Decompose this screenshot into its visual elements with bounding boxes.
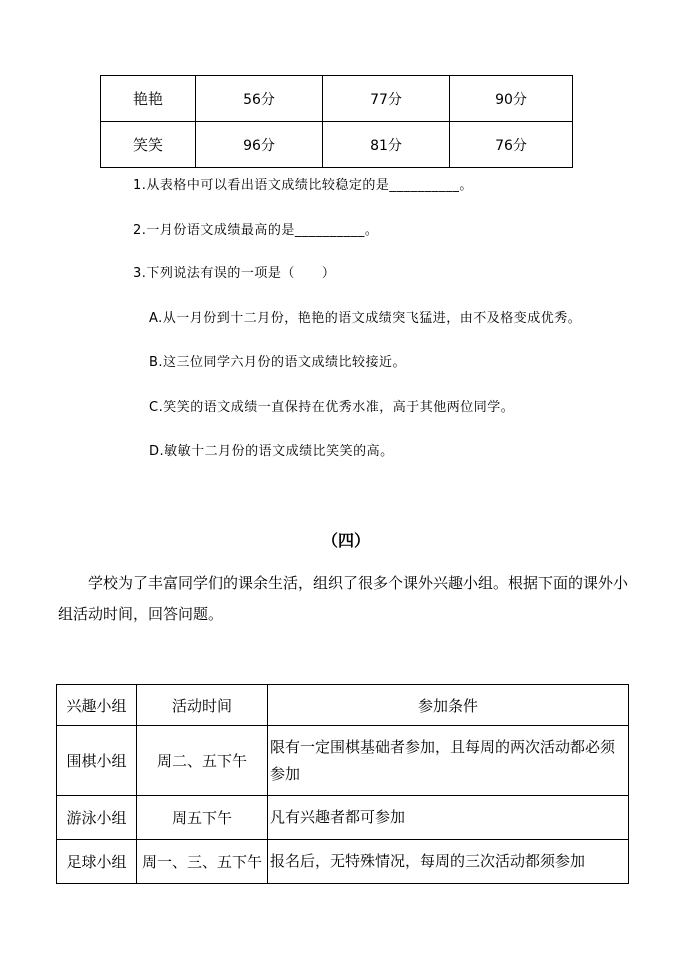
groups-table [56,684,629,884]
table-row [57,796,629,840]
score-table [100,75,573,168]
option-a: A.从一月份到十二月份，艳艳的语文成绩突飞猛进，由不及格变成优秀。 [149,311,582,326]
question-3: 3.下列说法有误的一项是（ ） [133,266,336,281]
score-cell: 56分 [196,76,323,122]
condition-cell: 报名后，无特殊情况，每周的三次活动都须参加 [268,840,629,884]
group-name-cell: 足球小组 [57,840,137,884]
score-cell: 81分 [323,122,450,168]
question-1: 1.从表格中可以看出语文成绩比较稳定的是__________。 [133,178,473,193]
time-cell: 周一、三、五下午 [137,840,268,884]
table-header-row [57,685,629,726]
score-cell: 77分 [323,76,450,122]
group-name-cell: 游泳小组 [57,796,137,840]
section-title: （四） [321,531,370,550]
group-name-cell: 围棋小组 [57,726,137,796]
option-b: B.这三位同学六月份的语文成绩比较接近。 [149,355,407,370]
intro-paragraph-text: 学校为了丰富同学们的课余生活，组织了很多个课外兴趣小组。根据下面的课外小组活动时间，回答问题。 [58,574,629,623]
header-time: 活动时间 [137,685,268,726]
table-row [57,726,629,796]
table-row [57,840,629,884]
option-d: D.敏敏十二月份的语文成绩比笑笑的高。 [149,444,394,459]
student-name-cell: 笑笑 [101,122,196,168]
question-2: 2.一月份语文成绩最高的是__________。 [133,223,379,238]
option-c: C.笑笑的语文成绩一直保持在优秀水准，高于其他两位同学。 [149,400,515,415]
table-row [101,76,573,122]
student-name-cell: 艳艳 [101,76,196,122]
header-condition: 参加条件 [268,685,629,726]
header-group: 兴趣小组 [57,685,137,726]
condition-cell: 限有一定围棋基础者参加，且每周的两次活动都必须参加 [268,726,629,796]
table-row [101,122,573,168]
condition-cell: 凡有兴趣者都可参加 [268,796,629,840]
score-cell: 96分 [196,122,323,168]
score-cell: 76分 [450,122,573,168]
intro-paragraph [58,568,638,630]
time-cell: 周五下午 [137,796,268,840]
time-cell: 周二、五下午 [137,726,268,796]
score-cell: 90分 [450,76,573,122]
